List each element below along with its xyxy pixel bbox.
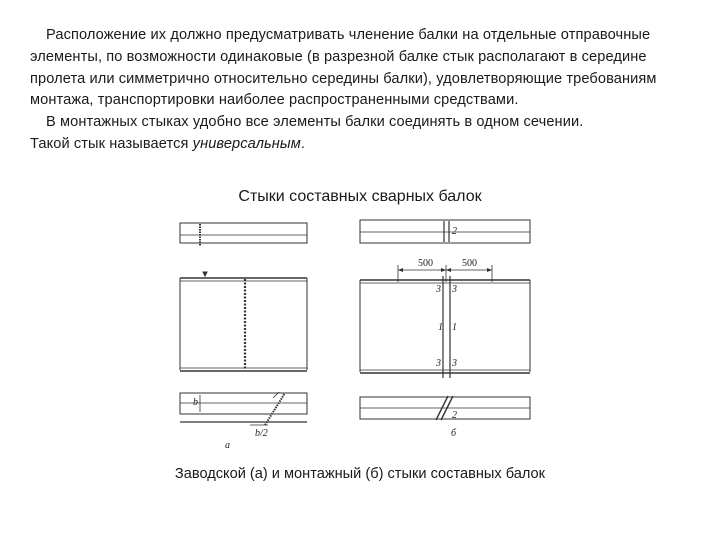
paragraph-1: Расположение их должно предусматривать членение балки на отдельные отправочные элементы, по возможности одинаковые (в разрезной балке стык располагают в середине пролета или симметрично относительно середины балки), удовлетворяющие требованиям монтажа, транспортировки наиболее распространенными средствами. xyxy=(30,27,657,109)
field-joint-bottom-flange xyxy=(360,396,530,420)
label-b2: b/2 xyxy=(255,428,268,439)
field-joint-web xyxy=(360,276,530,378)
dim-right: 500 xyxy=(462,258,477,269)
section-heading: Стыки составных сварных балок xyxy=(238,188,482,205)
paragraph-3-end: . xyxy=(300,135,306,152)
label-1-right: 1 xyxy=(452,322,457,333)
field-joint-top-flange xyxy=(360,220,530,243)
label-3-tr: 3 xyxy=(452,284,457,295)
paragraph-3-lead: Такой стык называется xyxy=(30,135,193,152)
label-2-bottom: 2 xyxy=(452,410,457,421)
label-3-bl: 3 xyxy=(436,358,441,369)
dim-left: 500 xyxy=(418,258,433,269)
label-3-tl: 3 xyxy=(436,284,441,295)
label-sub-a: а xyxy=(225,440,230,451)
factory-joint-top-flange xyxy=(180,223,307,246)
paragraph-2: В монтажных стыках удобно все элементы балки соединять в одном сечении. xyxy=(46,114,584,131)
label-2-top: 2 xyxy=(452,226,457,237)
label-sub-b: б xyxy=(451,428,457,439)
label-3-br: 3 xyxy=(452,358,457,369)
label-b: b xyxy=(193,397,198,408)
figure-caption: Заводской (а) и монтажный (б) стыки составных балок xyxy=(174,466,546,482)
factory-joint-web xyxy=(180,272,307,371)
term-universal: универсальным xyxy=(192,135,301,152)
factory-joint-bottom-flange xyxy=(180,392,307,425)
label-1-left: 1 xyxy=(438,322,443,333)
